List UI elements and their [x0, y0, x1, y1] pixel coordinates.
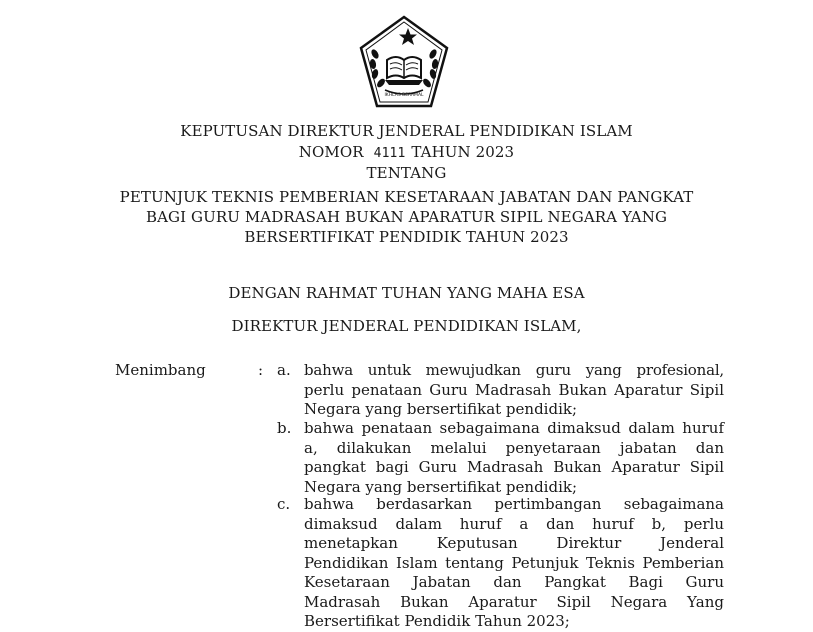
decree-number-line: [0, 143, 813, 161]
decree-number: 4111: [373, 146, 406, 161]
greeting: DENGAN RAHMAT TUHAN YANG MAHA ESA: [228, 284, 585, 302]
subject-line: BAGI GURU MADRASAH BUKAN APARATUR SIPIL NEGARA YANG: [145, 208, 668, 226]
subject-line: PETUNJUK TEKNIS PEMBERIAN KESETARAAN JABATAN DAN PANGKAT: [119, 188, 694, 206]
item-line: a, dilakukan melalui penyetaraan jabatan dan: [304, 438, 724, 457]
item-letter-c: c.: [277, 495, 291, 513]
item-line: menetapkan Keputusan Direktur Jenderal: [304, 534, 724, 552]
item-line: Negara yang bersertifikat pendidik;: [304, 400, 578, 418]
item-line: Madrasah Bukan Aparatur Sipil Negara Yang: [304, 592, 724, 611]
item-line: Negara yang bersertifikat pendidik;: [304, 477, 578, 496]
considering-item-c: [304, 495, 724, 632]
item-letter-b: b.: [277, 419, 292, 437]
item-line: pangkat bagi Guru Madrasah Bukan Aparatur Sipil: [304, 458, 724, 476]
ministry-emblem: [357, 14, 451, 110]
about-label: TENTANG: [366, 164, 447, 182]
item-line: bahwa berdasarkan pertimbangan sebagaimana: [304, 495, 724, 513]
considering-item-b: [304, 419, 724, 497]
open-book-icon: [385, 57, 423, 85]
considering-colon: :: [258, 361, 264, 379]
issuer: DIREKTUR JENDERAL PENDIDIKAN ISLAM,: [231, 317, 582, 335]
item-line: bahwa untuk mewujudkan guru yang profesional,: [304, 361, 724, 379]
subject-line: BERSERTIFIKAT PENDIDIK TAHUN 2023: [244, 228, 569, 246]
decree-year: TAHUN 2023: [411, 143, 515, 161]
item-line: bahwa penataan sebagaimana dimaksud dalam huruf: [304, 419, 724, 437]
number-label: NOMOR: [298, 143, 364, 161]
item-line: Kesetaraan Jabatan dan Pangkat Bagi Guru: [304, 573, 724, 591]
item-line: perlu penataan Guru Madrasah Bukan Aparatur Sipil: [304, 380, 724, 399]
emblem-motto: IKHLAS BERAMAL: [384, 93, 424, 98]
considering-item-a: [304, 361, 724, 420]
item-line: Bersertifikat Pendidik Tahun 2023;: [304, 612, 570, 630]
item-line: dimaksud dalam huruf a dan huruf b, perlu: [304, 514, 724, 533]
considering-label: Menimbang: [115, 361, 206, 379]
item-letter-a: a.: [277, 361, 291, 379]
decree-title: KEPUTUSAN DIREKTUR JENDERAL PENDIDIKAN ISLAM: [180, 122, 633, 140]
item-line: Pendidikan Islam tentang Petunjuk Teknis Pemberian: [304, 553, 724, 572]
